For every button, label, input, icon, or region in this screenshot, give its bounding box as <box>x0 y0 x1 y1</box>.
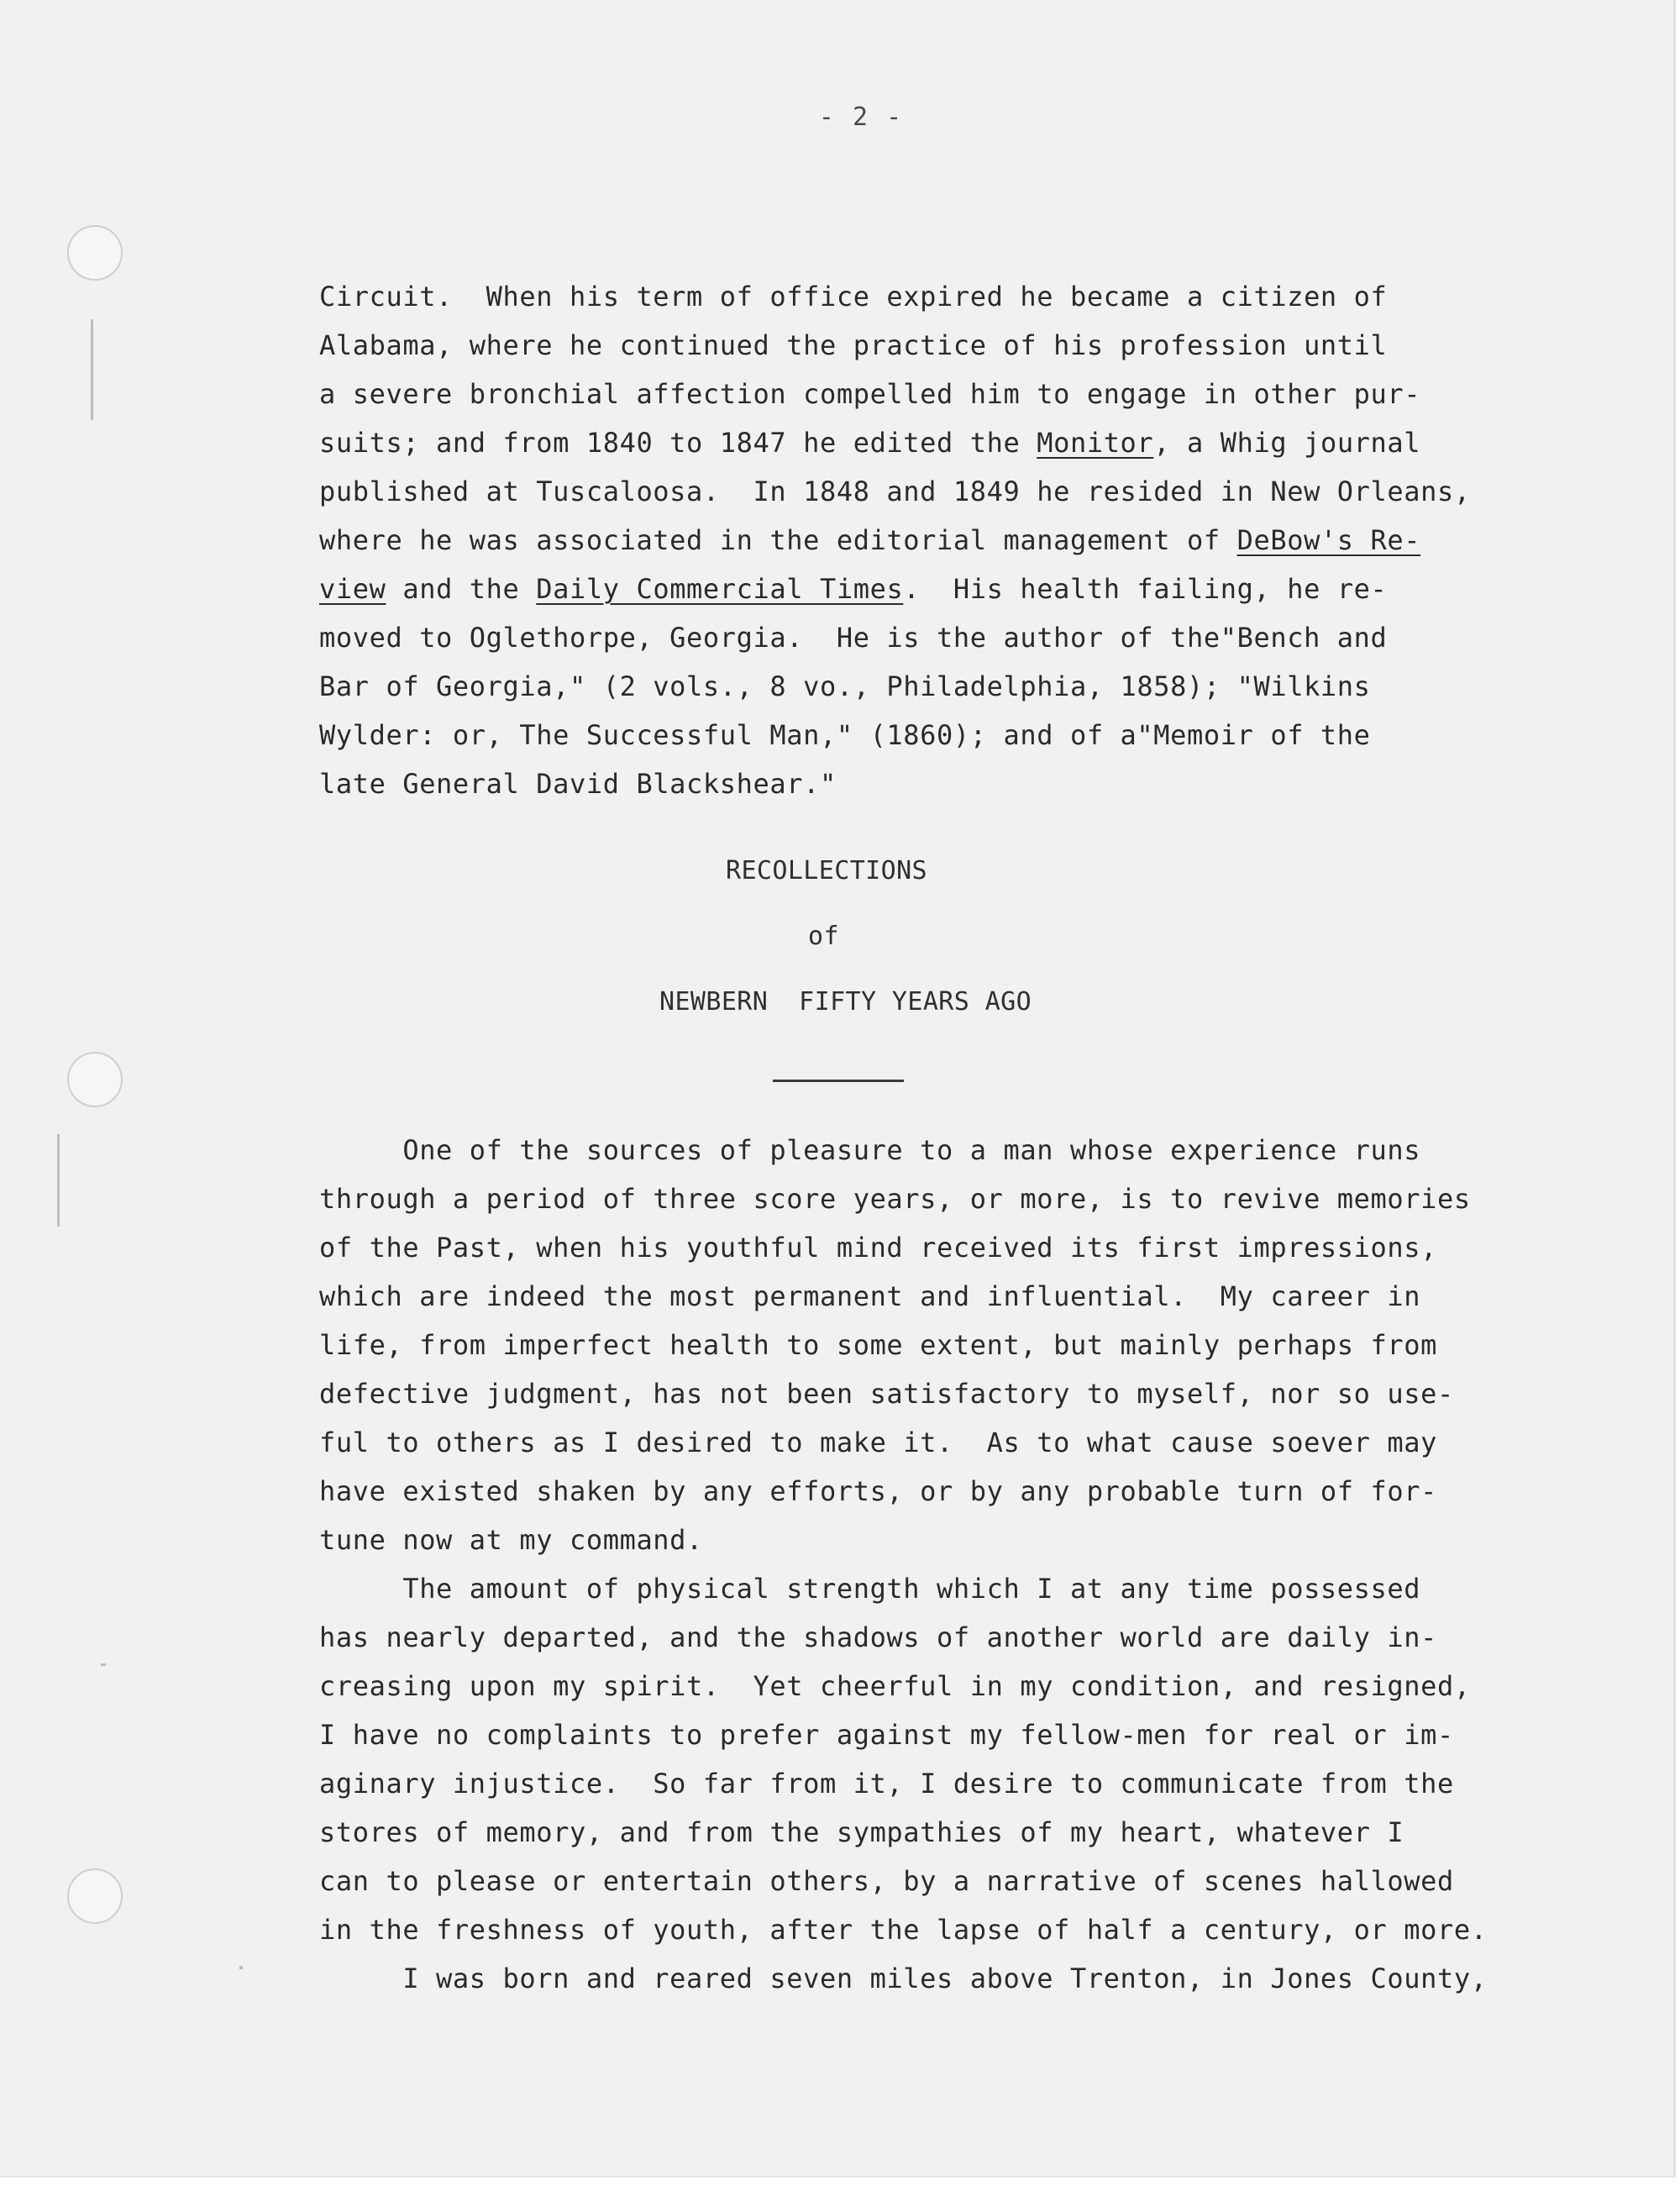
text-line: life, from imperfect health to some extent, but mainly perhaps from <box>319 1329 1437 1361</box>
text-segment: suits; and from 1840 to 1847 he edited the <box>319 427 1037 459</box>
title-divider <box>773 1080 904 1082</box>
text-line: I was born and reared seven miles above Trenton, in Jones County, <box>319 1963 1488 1994</box>
text-segment: . His health failing, he re- <box>903 573 1388 605</box>
title-monitor: Monitor <box>1037 427 1154 459</box>
margin-mark <box>57 1134 60 1227</box>
text-line <box>319 523 1420 557</box>
text-line: a severe bronchial affection compelled him to engage in other pur- <box>319 378 1421 410</box>
text-line <box>319 572 1387 606</box>
text-segment: and the <box>386 573 537 605</box>
text-line: late General David Blackshear." <box>319 768 837 800</box>
text-line: One of the sources of pleasure to a man whose experience runs <box>319 1134 1421 1166</box>
binder-hole-bottom <box>67 1868 123 1924</box>
text-line: stores of memory, and from the sympathies of my heart, whatever I <box>319 1816 1404 1848</box>
text-segment: , a Whig journal <box>1153 427 1421 459</box>
section-subtitle: NEWBERN FIFTY YEARS AGO <box>659 987 1032 1017</box>
text-line: can to please or entertain others, by a narrative of scenes hallowed <box>319 1865 1454 1897</box>
margin-mark <box>101 1663 106 1666</box>
text-line: The amount of physical strength which I at any time possessed <box>319 1573 1421 1605</box>
text-line: defective judgment, has not been satisfactory to myself, nor so use- <box>319 1378 1454 1410</box>
title-debows-review: DeBow's Re- <box>1236 524 1421 556</box>
text-line: of the Past, when his youthful mind received its first impressions, <box>319 1232 1437 1264</box>
title-debows-review-cont: view <box>319 573 386 605</box>
text-line: has nearly departed, and the shadows of another world are daily in- <box>319 1621 1437 1653</box>
text-line: creasing upon my spirit. Yet cheerful in my condition, and resigned, <box>319 1670 1471 1702</box>
text-line: ful to others as I desired to make it. As to what cause soever may <box>319 1427 1437 1458</box>
text-line: have existed shaken by any efforts, or by any probable turn of for- <box>319 1475 1437 1507</box>
text-line: Alabama, where he continued the practice of his profession until <box>319 329 1388 361</box>
text-line: tune now at my command. <box>319 1524 703 1556</box>
text-line: through a period of three score years, or more, is to revive memories <box>319 1183 1471 1215</box>
page-number: - 2 - <box>818 102 904 132</box>
text-line: in the freshness of youth, after the lapse of half a century, or more. <box>319 1914 1488 1946</box>
binder-hole-top <box>67 225 123 281</box>
text-line: which are indeed the most permanent and influential. My career in <box>319 1280 1421 1312</box>
binder-hole-middle <box>67 1052 123 1107</box>
margin-mark <box>91 319 93 420</box>
text-line: published at Tuscaloosa. In 1848 and 1849 he resided in New Orleans, <box>319 476 1471 507</box>
text-line: Bar of Georgia," (2 vols., 8 vo., Philadelphia, 1858); "Wilkins <box>319 670 1371 702</box>
title-daily-commercial-times: Daily Commercial Times <box>536 573 904 605</box>
text-segment: where he was associated in the editorial management of <box>319 524 1237 556</box>
text-line: Circuit. When his term of office expired he became a citizen of <box>319 281 1388 313</box>
text-line <box>319 426 1420 460</box>
text-line: moved to Oglethorpe, Georgia. He is the author of the"Bench and <box>319 622 1388 654</box>
text-line: aginary injustice. So far from it, I desire to communicate from the <box>319 1768 1454 1800</box>
text-line: Wylder: or, The Successful Man," (1860); and of a"Memoir of the <box>319 719 1371 751</box>
section-title: RECOLLECTIONS <box>726 856 927 885</box>
text-line: I have no complaints to prefer against my fellow-men for real or im- <box>319 1719 1454 1751</box>
margin-mark <box>239 1966 243 1969</box>
section-title-of: of <box>808 922 839 951</box>
